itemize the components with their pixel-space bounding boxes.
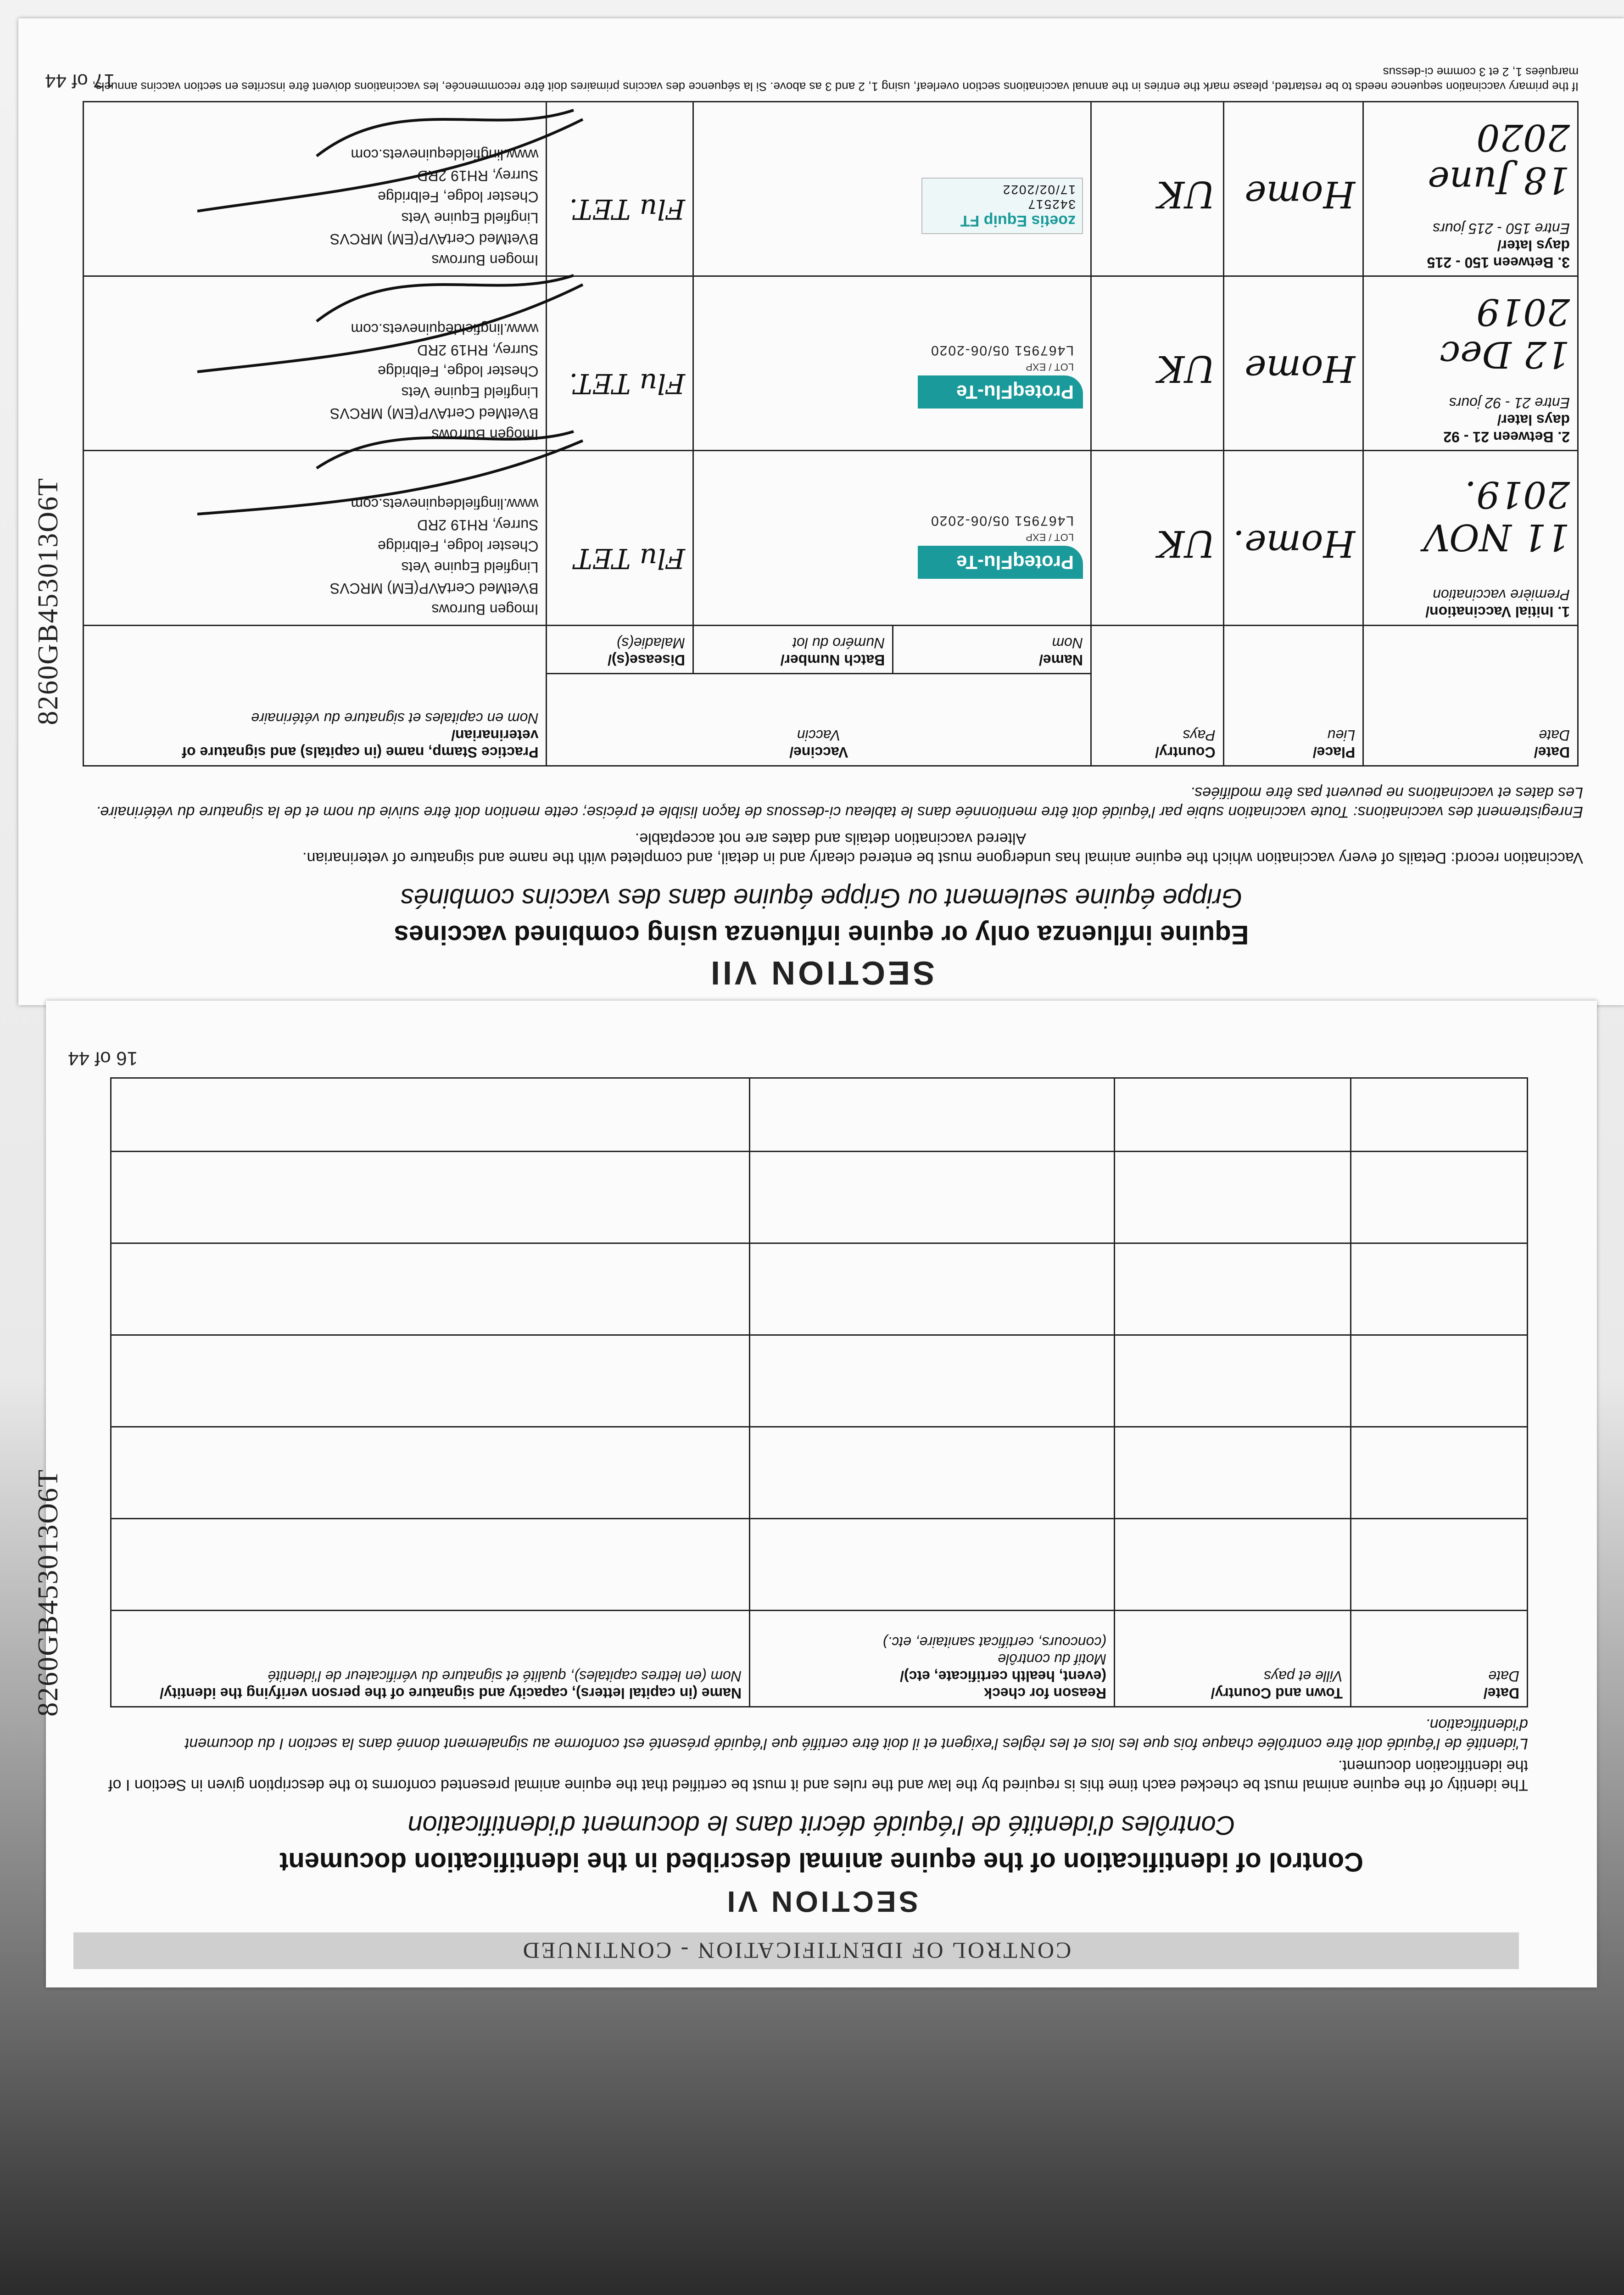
intro-fr: Enregistrement des vaccinations: Toute vaccination subie par l'équidé doit être mentionnée dans le tableau ci-dessous de façon lisible et précise; cette mention doit être suivie du nom et de la signature du vétérinaire. Les dates et vaccinations ne peuvent pas être modifiées. [96,784,1583,821]
page-number: 16 of 44 [68,1048,138,1069]
vet-signature [179,18,592,523]
stamp-line: Imogen Burrows [431,601,539,618]
passport-serial: 8260GB453013O6T [33,1469,64,1717]
row-label-2: days later/ [1497,237,1570,254]
row-label: 2. Between 21 - 92 [1443,429,1570,446]
footnote: If the primary vaccination sequence needs to be restarted, please mark the entries in the annual vaccinations section overleaf, using 1, 2 and 3 as above. Si la séquence des vaccins primaires doit être recommencée, les vaccinations doivent être inscrites en section vaccins annuels, marquées 1, 2 et 3 comme ci-dessus [92,65,1579,94]
cell-vaccine-label [693,102,1091,276]
cell-place [1223,451,1363,625]
page-17 [18,18,1624,1005]
table-row [111,1152,1528,1243]
row-label-fr: Entre 150 - 215 jours [1433,220,1570,237]
cell-date [1351,1335,1528,1427]
cell-date [1363,451,1578,625]
identity-check-table [110,1077,1528,1707]
header-name: Name/ Nom [893,625,1091,674]
header-date: Date/ Date [1351,1611,1528,1707]
header-diseases: Disease(s)/ Maladie(s) [547,625,693,674]
table-row [111,1335,1528,1427]
intro-fr: L'identité de l'équidé doit être contrôlée chaque fois que les lois et les règles l'exigent et il doit être certifié que l'équidé présenté est conforme au signalement donné dans la section I du document d'identification. [184,1716,1528,1752]
cell-name [111,1427,750,1519]
intro-en-line-2: Altered vaccination details and dates are not acceptable. [635,830,1027,847]
cell-place [1223,102,1363,276]
cell-town [1115,1335,1351,1427]
cell-reason [750,1335,1115,1427]
cell-date [1351,1243,1528,1335]
handwritten-place: Home [1245,347,1356,391]
row-label-fr: Première vaccination [1433,586,1570,603]
cell-date [1363,276,1578,451]
stamp-line: Imogen Burrows [431,252,539,269]
vaccine-lot: 342517 [1027,197,1076,212]
cell-town [1115,1078,1351,1152]
handwritten-place: Home. [1233,522,1356,565]
cell-name [111,1078,750,1152]
header-reason: Reason for check (event, health certificate, etc)/ Motif du contrôle (concours, certificat sanitaire, etc.) [750,1611,1115,1707]
vaccine-sticker [918,340,1083,409]
vaccine-brand: zoetis Equip FT [960,212,1076,230]
cell-town [1115,1152,1351,1243]
section-title: SECTION VI [724,1885,919,1918]
cell-date [1351,1078,1528,1152]
cell-reason [750,1152,1115,1243]
handwritten-place: Home [1245,173,1356,216]
vaccine-lot-exp: L467951 05/06-2020 [930,513,1074,528]
stamp-line: www.lingfieldequinevets.com [351,321,539,338]
table-header-row [111,1611,1528,1707]
table-row [111,1243,1528,1335]
handwritten-diseases: Flu TET [574,542,686,574]
cell-date [1351,1152,1528,1243]
vaccine-brand: ProteqFlu-Te [918,376,1083,409]
stamp-line: Chester lodge, Felbridge [378,189,539,206]
handwritten-country: UK [1157,347,1216,391]
cell-country [1091,276,1223,451]
continued-banner: CONTROL OF IDENTIFICATION - CONTINUED [73,1932,1519,1969]
cell-country [1091,451,1223,625]
stamp-line: Surrey, RH19 2RD [417,516,539,533]
vaccine-sticker [918,510,1083,579]
cell-name [111,1243,750,1335]
row-label-2: days later/ [1497,412,1570,429]
vaccine-sticker [921,178,1083,234]
cell-reason [750,1519,1115,1611]
passport-serial: 8260GB453013O6T [33,477,64,725]
cell-vaccine-label [693,451,1091,625]
table-row [111,1519,1528,1611]
stamp-line: Chester lodge, Felbridge [378,537,539,554]
cell-date [1351,1427,1528,1519]
table-row [111,1427,1528,1519]
stamp-line: BVetMed CertAVP(EM) MRCVS [329,580,539,597]
cell-town [1115,1427,1351,1519]
stamp-line: Lingfield Equine Vets [401,384,539,401]
cell-place [1223,276,1363,451]
stamp-line: Chester lodge, Felbridge [378,363,539,380]
section-heading-fr: Grippe équine seulement ou Grippe équine dans des vaccins combinés [400,883,1243,913]
page-number: 17 of 44 [45,70,115,92]
cell-country [1091,102,1223,276]
cell-town [1115,1243,1351,1335]
handwritten-diseases: Flu TET. [569,193,686,225]
row-label-fr: Entre 21 - 92 jours [1449,395,1570,412]
header-town: Town and Country/ Ville et pays [1115,1611,1351,1707]
header-date: Date/ Date [1363,625,1578,766]
row-label: 1. Initial Vaccination/ [1425,603,1570,620]
page-16-content [46,1001,1597,1987]
table-row [111,1078,1528,1152]
stamp-line: BVetMed CertAVP(EM) MRCVS [329,405,539,422]
table-header-row [84,674,1578,766]
intro-en [78,829,1583,868]
cell-reason [750,1078,1115,1152]
header-name: Name (in capital letters), capacity and signature of the person verifying the identity/ Nom (en lettres capitales), qualité et signature du vérificateur de l'identité [111,1611,750,1707]
row-label: 3. Between 150 - 215 [1427,254,1570,271]
stamp-line: www.lingfieldequinevets.com [351,495,539,512]
cell-date [1351,1519,1528,1611]
handwritten-diseases: Flu TET. [569,367,686,400]
vaccine-meta: LOT / EXP [1026,361,1074,373]
handwritten-date: 12 Dec 2019 [1440,291,1570,376]
header-batch: Batch Number/ Numéro du lot [693,625,893,674]
section-heading-fr: Contrôles d'identité de l'équidé décrit dans le document d'identification [407,1810,1235,1840]
cell-reason [750,1427,1115,1519]
cell-town [1115,1519,1351,1611]
stamp-line: BVetMed CertAVP(EM) MRCVS [329,231,539,248]
handwritten-date: 11 NOV 2019. [1423,473,1570,559]
stamp-line: Lingfield Equine Vets [401,559,539,576]
section-heading-en: Equine influenza only or equine influenza using combined vaccines [394,920,1249,950]
cell-name [111,1519,750,1611]
intro-en-line-1: Vaccination record: Details of every vaccination which the equine animal has undergone must be entered clearly and in detail, and completed with the name and signature of veterinarian. [302,849,1583,867]
header-vaccine: Vaccine/ Vaccin [547,674,1091,766]
page-17-content [18,18,1624,1005]
stamp-line: Lingfield Equine Vets [401,210,539,227]
cell-vaccine-label [693,276,1091,451]
vaccine-meta: LOT / EXP [1026,531,1074,543]
vaccine-exp: 17/02/2022 [1002,183,1076,197]
section-heading-en: Control of identification of the equine animal described in the identification document [279,1847,1363,1877]
handwritten-country: UK [1157,522,1216,565]
cell-reason [750,1243,1115,1335]
section-title: SECTION VII [708,954,935,991]
intro-en: The identity of the equine animal must be checked each time this is required by the law and the rules and it must be certified that the equine animal presented conforms to the description given in Section I of the identification document. [108,1757,1528,1794]
stamp-line: www.lingfieldequinevets.com [351,146,539,163]
header-place: Place/ Lieu [1223,625,1363,766]
cell-name [111,1335,750,1427]
stamp-line: Imogen Burrows [431,426,539,443]
stamp-line: Surrey, RH19 2RD [417,168,539,185]
cell-name [111,1152,750,1243]
handwritten-date: 18 June 2020 [1428,116,1570,202]
vaccine-lot-exp: L467951 05/06-2020 [930,343,1074,358]
header-vet: Practice Stamp, name (in capitals) and signature of veterinarian/ Nom en capitales et signature du vétérinaire [84,625,547,766]
cell-date [1363,102,1578,276]
stamp-line: Surrey, RH19 2RD [417,342,539,359]
page-16 [46,1001,1597,1987]
handwritten-country: UK [1157,173,1216,216]
header-country: Country/ Pays [1091,625,1223,766]
vaccine-brand: ProteqFlu-Te [918,546,1083,579]
